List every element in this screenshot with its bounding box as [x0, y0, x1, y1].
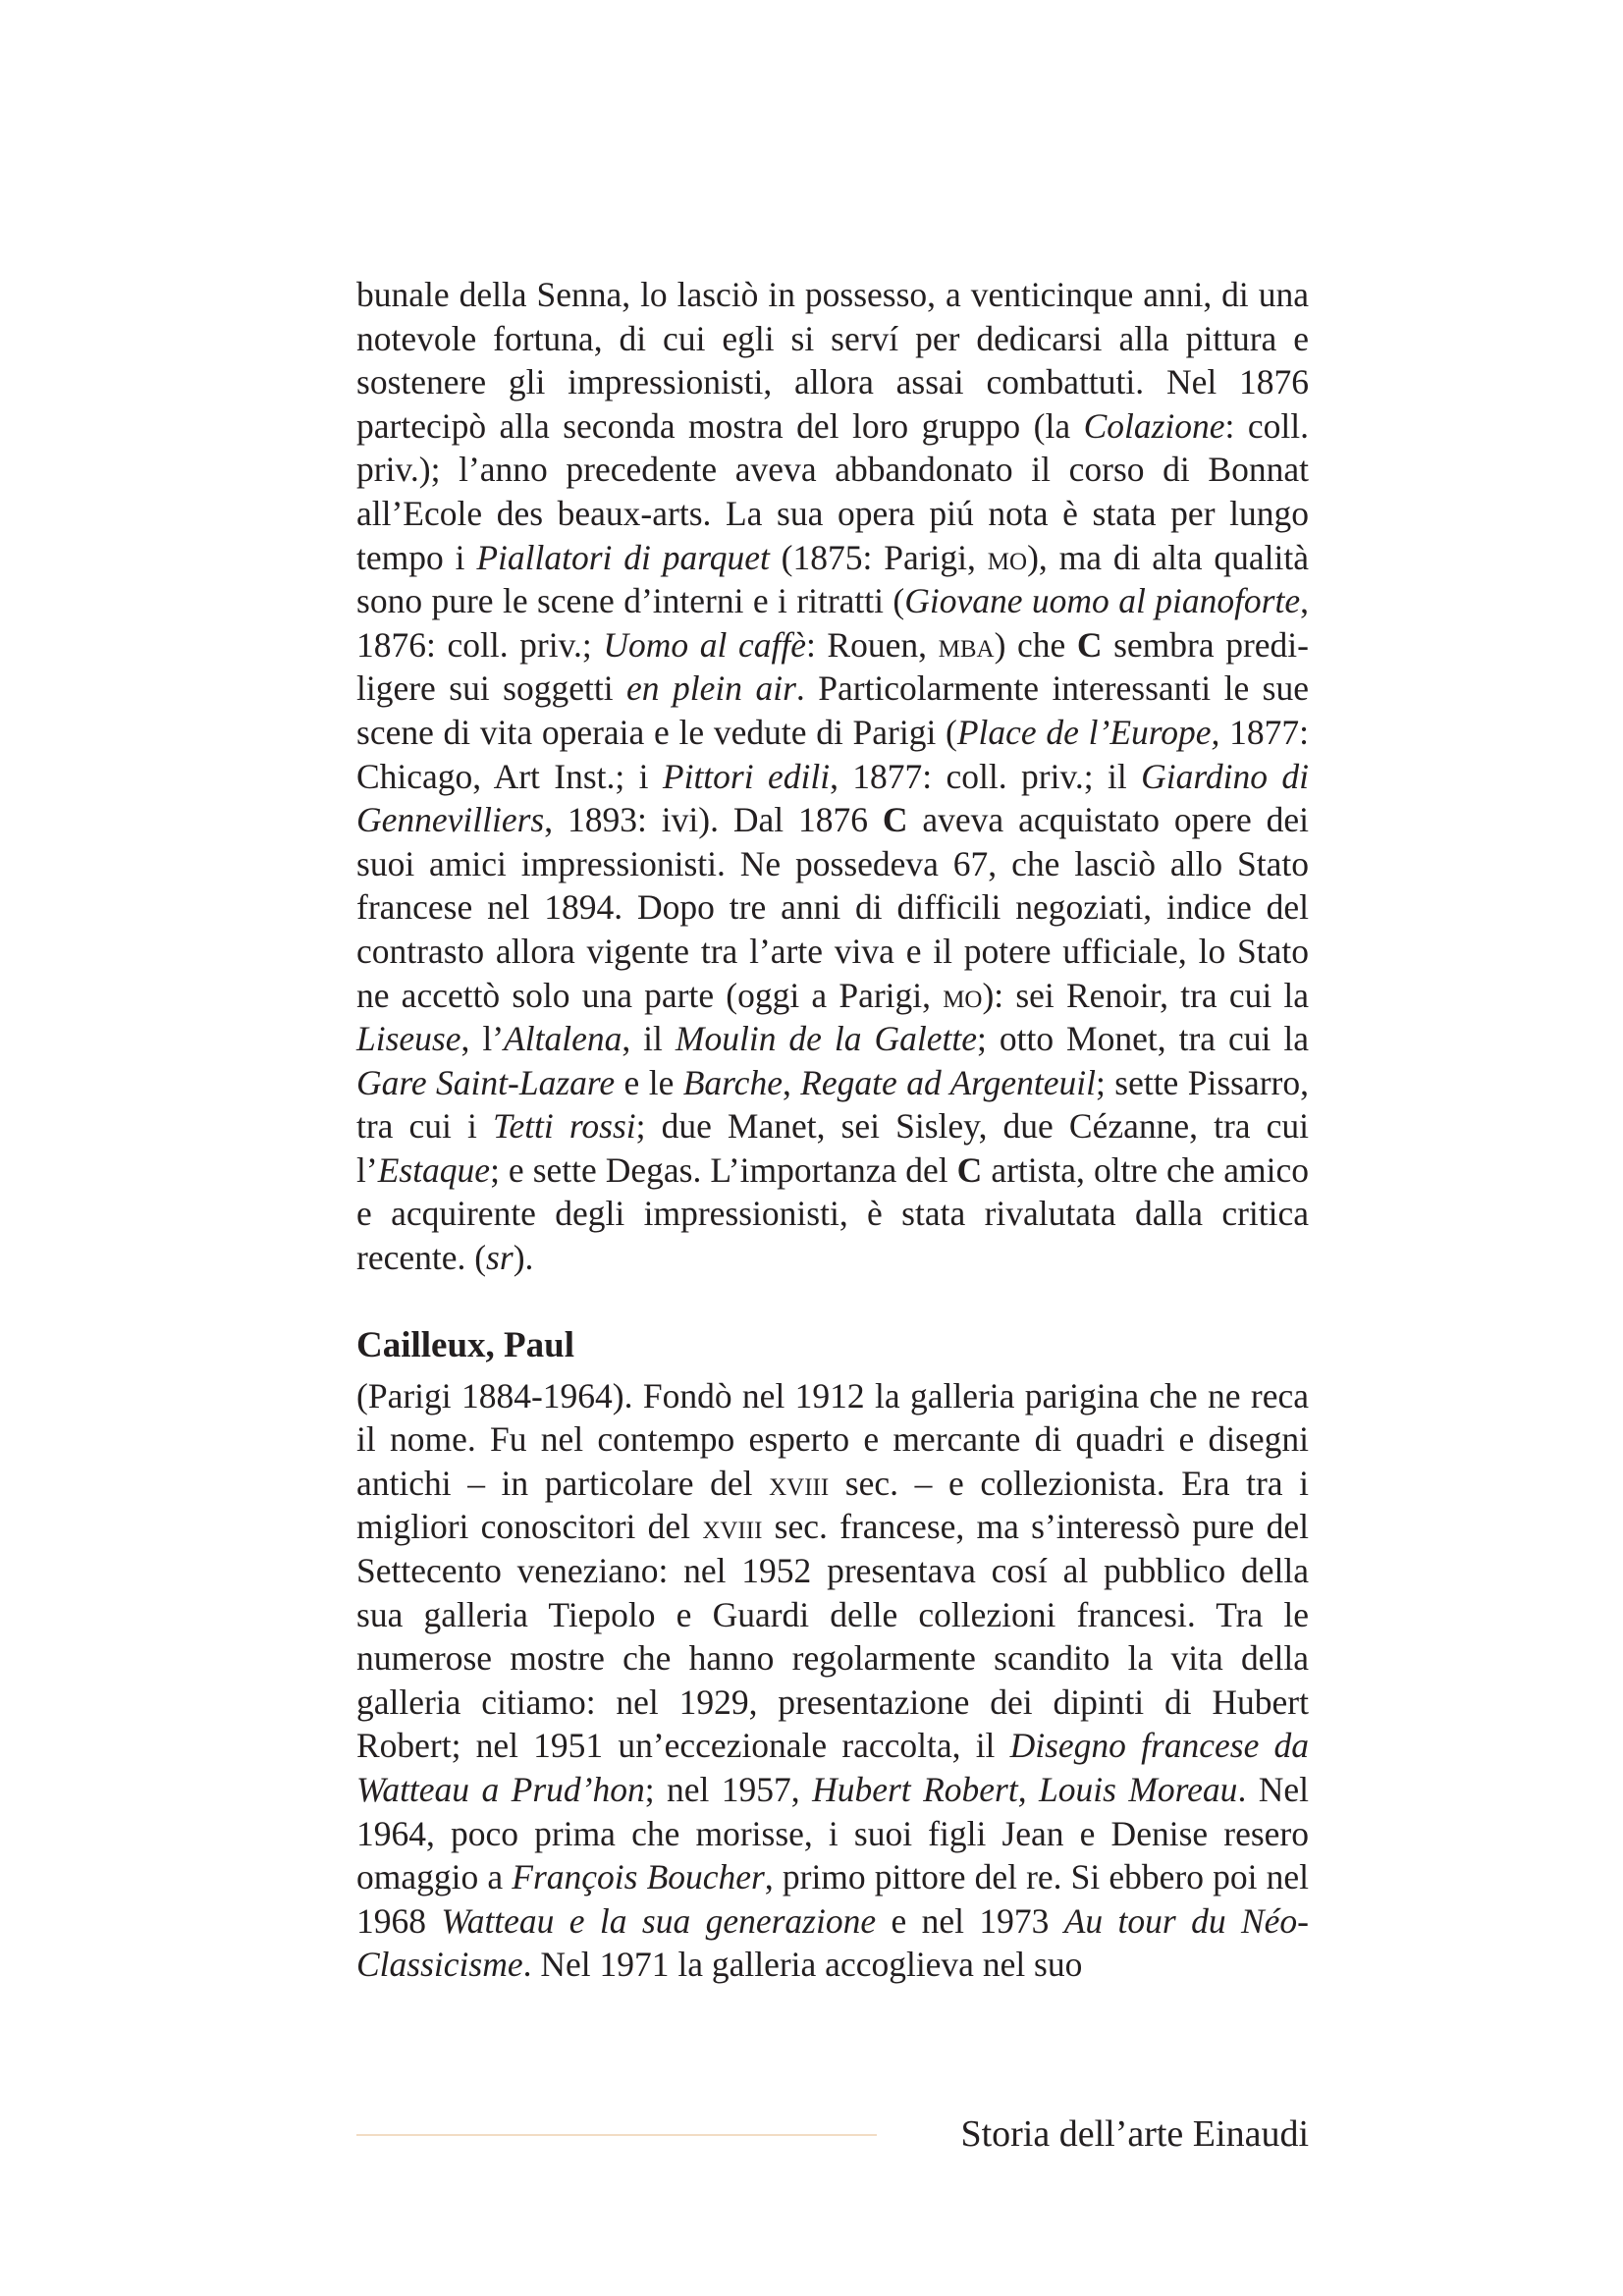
text-run: aveva acquistato opere dei suoi amici impressionisti. Ne possedeva 67, che lasciò allo Stato francese nel 1894. Dopo tre anni di difficili negoziati, indice del contrasto allora vigente tra l’arte viva e il potere ufficiale, lo Stato ne accettò solo una parte (oggi a Parigi, — [356, 800, 1309, 1015]
entry-initial: C — [1076, 624, 1103, 665]
text-run: , — [782, 1062, 801, 1102]
entry-cailleux-paragraph — [356, 1374, 1309, 1987]
italic-phrase: en plein air — [626, 668, 796, 709]
artwork-title: Giovane uomo al pianoforte — [904, 581, 1301, 621]
exhibition-title: François Boucher — [512, 1857, 765, 1897]
text-run: sec. francese, ma s’interessò pure del Settecento veneziano: nel 1952 presentava cosí al pubblico della sua galleria Tiepolo e Guardi delle collezioni francesi. Tra le numerose mostre che hanno regolarmente scandito la vita della galleria citiamo: nel 1929, presentazione dei dipinti di Hubert Robert; nel 1951 un’eccezionale raccolta, il — [356, 1507, 1309, 1766]
text-run: 1877: Chicago, Art Inst.; i — [356, 712, 1309, 796]
artwork-title: Estaque — [377, 1149, 491, 1190]
text-run: , 1876: coll. priv.; — [356, 581, 1309, 665]
text-run: (Parigi 1884-1964). Fondò nel 1912 la galleria parigina che ne reca il nome. Fu nel contempo esperto e mercante di quadri e disegni antichi – in particolare del — [356, 1375, 1309, 1503]
entry-continued-paragraph — [356, 273, 1309, 1280]
text-run: e nel 1973 — [876, 1900, 1064, 1941]
museum-abbreviation: mo — [987, 537, 1028, 577]
century-numeral: xviii — [769, 1463, 830, 1503]
artwork-title: Regate ad Argenteuil — [800, 1062, 1096, 1102]
exhibition-title: Disegno francese da Watteau a Prud’hon — [356, 1726, 1309, 1809]
text-run: ), ma di alta qualità sono pure le scene d’interni e i ritratti ( — [356, 537, 1310, 621]
century-numeral: xviii — [702, 1507, 763, 1547]
text-run: ). — [513, 1238, 534, 1278]
artwork-title: Liseuse — [356, 1019, 461, 1059]
text-run: : coll. priv.); l’anno precedente aveva abbandonato il corso di Bonnat all’Ecole des beaux-arts. La sua opera piú nota è stata per lungo tempo i — [356, 405, 1309, 577]
text-run: ; e sette Degas. L’importanza del — [490, 1149, 957, 1190]
artwork-title: Moulin de la Galette — [675, 1019, 977, 1059]
entry-initial: C — [882, 800, 908, 840]
museum-abbreviation: mba — [938, 624, 995, 665]
text-run: , primo pittore del re. Si ebbero poi nel 1968 — [356, 1857, 1310, 1941]
artwork-title: Pittori edili — [662, 756, 831, 796]
entry-heading: Cailleux, Paul — [356, 1324, 575, 1365]
artwork-title: Giardino di Gennevilliers — [356, 756, 1309, 840]
text-run: , il — [622, 1019, 676, 1059]
text-run: ; otto Monet, tra cui la — [977, 1019, 1309, 1059]
page-footer — [356, 2110, 1309, 2160]
text-run: ; due Manet, sei Sisley, due Cézanne, tra cui l’ — [356, 1106, 1309, 1190]
text-run: , l’ — [460, 1019, 505, 1059]
page-body — [356, 273, 1309, 1987]
exhibition-title: Watteau e la sua generazione — [441, 1900, 877, 1941]
footer-title: Storia dell’arte Einaudi — [960, 2113, 1309, 2155]
text-run: : Rouen, — [805, 624, 939, 665]
text-run: artista, oltre che amico e acquirente degli impressionisti, è stata rivalutata dalla critica recente. ( — [356, 1149, 1310, 1278]
text-run: sec. – e collezionista. Era tra i migliori conoscitori del — [356, 1463, 1309, 1547]
artwork-title: Uomo al caffè — [603, 624, 806, 665]
text-run: ; nel 1957, — [644, 1770, 813, 1809]
entry-initial: C — [956, 1149, 983, 1190]
footer-rule — [356, 2134, 877, 2136]
artwork-title: Tetti rossi — [492, 1106, 636, 1147]
museum-abbreviation: mo — [943, 975, 983, 1015]
text-run: ) che — [994, 624, 1077, 665]
text-run: bunale della Senna, lo lasciò in possesso, a venticinque anni, di una notevole fortuna, di cui egli si serví per dedicarsi alla pittura e sostenere gli impressionisti, allora assai combattuti. Nel 1876 partecipò alla seconda mostra del loro gruppo (la — [356, 275, 1309, 446]
artwork-title: Barche — [682, 1062, 783, 1102]
text-run: ; sette Pissarro, tra cui i — [356, 1062, 1309, 1147]
text-run: , 1877: coll. priv.; il — [830, 756, 1142, 796]
text-run: e le — [615, 1062, 683, 1102]
text-run: (1875: Parigi, — [769, 537, 988, 577]
artwork-title: Colazione — [1083, 405, 1225, 446]
artwork-title: Place de l’Europe, — [956, 712, 1220, 752]
text-run: . Nel 1971 la galleria accoglieva nel suo — [522, 1945, 1083, 1985]
author-initials: sr — [486, 1238, 514, 1278]
text-run: sembra prediligere sui soggetti — [356, 624, 1309, 709]
text-run: , 1893: ivi). Dal 1876 — [544, 800, 883, 840]
text-run: . Nel 1964, poco prima che morisse, i suoi figli Jean e Denise resero omaggio a — [356, 1770, 1309, 1897]
exhibition-title: Au tour du Néo-Classicisme — [356, 1900, 1309, 1985]
text-run: ): sei Renoir, tra cui la — [982, 975, 1309, 1015]
text-run: . Particolarmente interessanti le sue scene di vita operaia e le vedute di Parigi ( — [356, 668, 1309, 752]
exhibition-title: Hubert Robert, Louis Moreau — [812, 1770, 1238, 1809]
artwork-title: Altalena — [504, 1019, 622, 1059]
artwork-title: Piallatori di parquet — [476, 537, 770, 577]
artwork-title: Gare Saint-Lazare — [356, 1062, 616, 1102]
